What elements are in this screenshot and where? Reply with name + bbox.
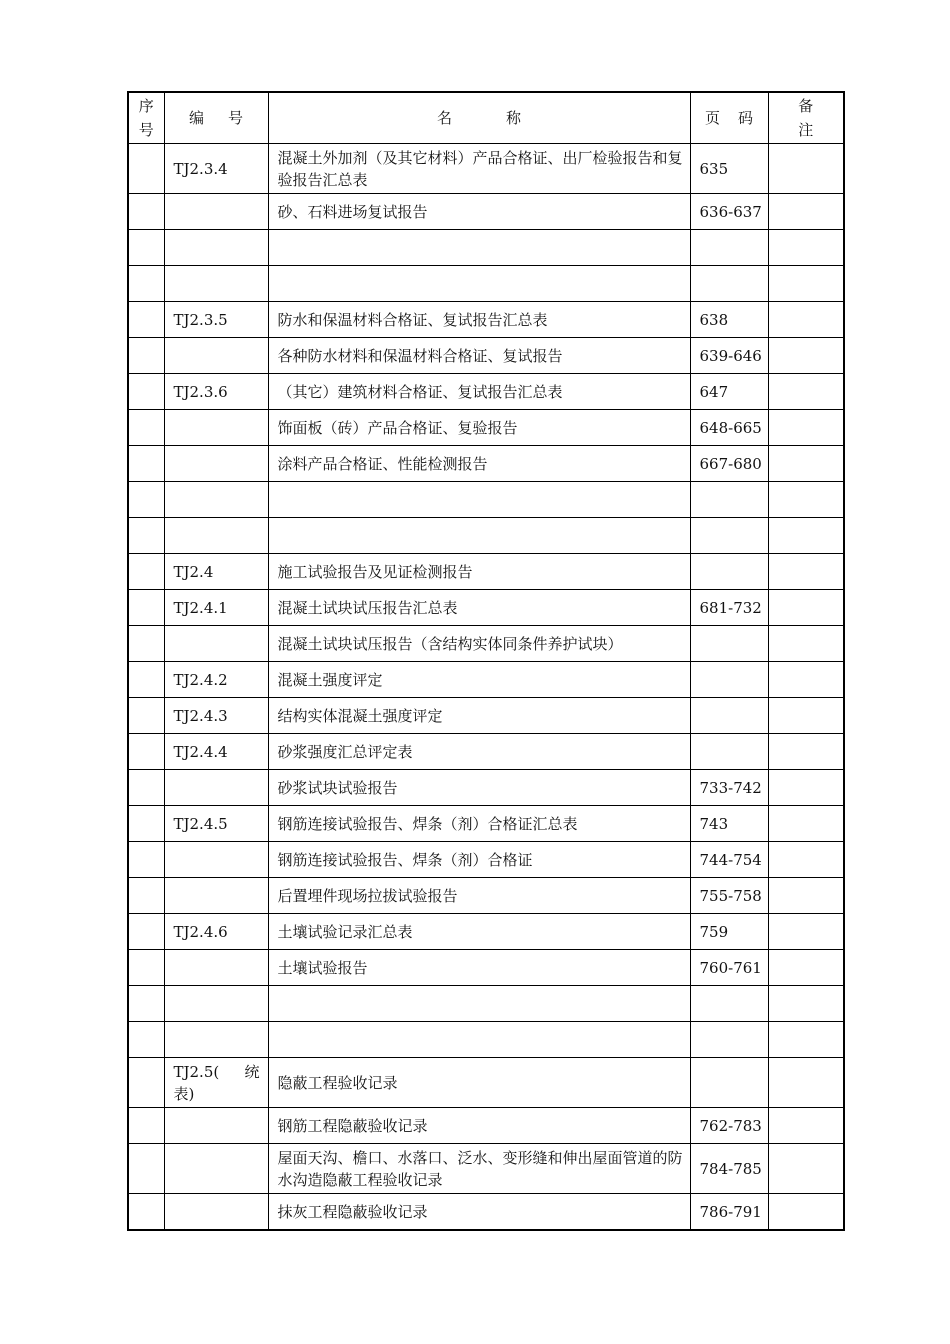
cell-seq: [128, 1058, 164, 1108]
cell-seq: [128, 1108, 164, 1144]
cell-code-text: TJ2.4.1: [173, 598, 228, 617]
cell-code: [164, 590, 268, 626]
cell-code-text: TJ2.4.5: [173, 814, 228, 833]
header-seq-line2: 号: [138, 121, 154, 139]
table-row: [128, 626, 844, 662]
cell-name-text: 混凝土强度评定: [277, 670, 383, 689]
cell-code: [164, 770, 268, 806]
table-body: [128, 144, 844, 1231]
cell-code: [164, 1144, 268, 1194]
cell-code: [164, 302, 268, 338]
cell-note: [768, 986, 844, 1022]
header-note-line2: 注: [798, 121, 814, 139]
cell-name: [268, 230, 690, 266]
cell-name-text: 土壤试验报告: [277, 958, 368, 977]
cell-name-text: 土壤试验记录汇总表: [277, 922, 413, 941]
cell-note: [768, 482, 844, 518]
table-row: [128, 1108, 844, 1144]
cell-page-text: 648-665: [699, 418, 762, 437]
cell-name: [268, 302, 690, 338]
header-seq: [128, 92, 164, 144]
cell-seq: [128, 266, 164, 302]
cell-name-text: 屋面天沟、檐口、水落口、泛水、变形缝和伸出屋面管道的防水沟造隐蔽工程验收记录: [277, 1148, 683, 1189]
cell-page-text: 744-754: [699, 850, 762, 869]
cell-code-text: TJ2.3.5: [173, 310, 228, 329]
cell-seq: [128, 1194, 164, 1231]
cell-seq: [128, 194, 164, 230]
cell-note: [768, 144, 844, 194]
cell-note: [768, 446, 844, 482]
header-name: 名称: [268, 92, 690, 144]
cell-code: [164, 338, 268, 374]
cell-page: [690, 950, 768, 986]
cell-note: [768, 338, 844, 374]
cell-page: [690, 770, 768, 806]
cell-page: [690, 518, 768, 554]
cell-page: [690, 374, 768, 410]
cell-name-text: 钢筋连接试验报告、焊条（剂）合格证汇总表: [277, 814, 578, 833]
cell-code: [164, 230, 268, 266]
cell-name: [268, 770, 690, 806]
cell-page: [690, 194, 768, 230]
cell-code-text: TJ2.4.6: [173, 922, 228, 941]
cell-seq: [128, 1144, 164, 1194]
cell-name-text: 施工试验报告及见证检测报告: [277, 562, 473, 581]
cell-page: [690, 1022, 768, 1058]
table-row: [128, 914, 844, 950]
cell-name: [268, 662, 690, 698]
table-row: [128, 986, 844, 1022]
cell-name-text: 防水和保温材料合格证、复试报告汇总表: [277, 310, 548, 329]
cell-code: [164, 950, 268, 986]
table-row: [128, 266, 844, 302]
cell-name-text: 混凝土试块试压报告汇总表: [277, 598, 458, 617]
cell-page: [690, 1144, 768, 1194]
table-row: [128, 842, 844, 878]
table-row: [128, 590, 844, 626]
cell-code: [164, 806, 268, 842]
cell-code: [164, 626, 268, 662]
cell-seq: [128, 410, 164, 446]
cell-page: [690, 986, 768, 1022]
cell-code-text: TJ2.3.4: [173, 159, 228, 178]
cell-seq: [128, 230, 164, 266]
cell-name-text: 砂浆试块试验报告: [277, 778, 398, 797]
cell-name: [268, 410, 690, 446]
cell-name: [268, 590, 690, 626]
cell-name: [268, 914, 690, 950]
cell-name-text: 钢筋连接试验报告、焊条（剂）合格证: [277, 850, 533, 869]
cell-name: [268, 698, 690, 734]
table-row: [128, 1144, 844, 1194]
cell-code: [164, 1194, 268, 1231]
cell-page-text: 759: [699, 922, 729, 941]
header-note-line1: 备: [798, 97, 814, 115]
header-page: 页码: [690, 92, 768, 144]
cell-name-text: 各种防水材料和保温材料合格证、复试报告: [277, 346, 563, 365]
cell-name: [268, 1108, 690, 1144]
cell-name: [268, 338, 690, 374]
cell-page: [690, 842, 768, 878]
cell-seq: [128, 518, 164, 554]
cell-seq: [128, 734, 164, 770]
table-row: [128, 518, 844, 554]
cell-note: [768, 302, 844, 338]
cell-code-text: TJ2.4.3: [173, 706, 228, 725]
header-note: [768, 92, 844, 144]
table-row: [128, 770, 844, 806]
cell-note: [768, 734, 844, 770]
cell-page-text: 667-680: [699, 454, 762, 473]
cell-page-text: 755-758: [699, 886, 762, 905]
table-row: [128, 482, 844, 518]
cell-note: [768, 1194, 844, 1231]
table-row: [128, 194, 844, 230]
cell-seq: [128, 590, 164, 626]
cell-page-text: 635: [699, 159, 729, 178]
cell-name-text: 混凝土外加剂（及其它材料）产品合格证、出厂检验报告和复验报告汇总表: [277, 148, 683, 189]
table-row: [128, 950, 844, 986]
cell-note: [768, 518, 844, 554]
cell-code-text: TJ2.4: [173, 562, 214, 581]
cell-code: [164, 698, 268, 734]
table-row: [128, 662, 844, 698]
cell-name: [268, 626, 690, 662]
cell-name: [268, 446, 690, 482]
cell-seq: [128, 842, 164, 878]
table-row: [128, 1194, 844, 1231]
cell-code: [164, 662, 268, 698]
cell-code: [164, 410, 268, 446]
cell-page: [690, 1058, 768, 1108]
cell-page: [690, 1108, 768, 1144]
cell-page: [690, 626, 768, 662]
cell-seq: [128, 482, 164, 518]
cell-page: [690, 446, 768, 482]
cell-code-text: TJ2.4.2: [173, 670, 228, 689]
cell-seq: [128, 554, 164, 590]
cell-name: [268, 144, 690, 194]
table-row: [128, 1058, 844, 1108]
cell-code: [164, 734, 268, 770]
cell-code: [164, 194, 268, 230]
cell-page-text: 760-761: [699, 958, 762, 977]
cell-name: [268, 554, 690, 590]
cell-name: [268, 374, 690, 410]
cell-note: [768, 1058, 844, 1108]
cell-note: [768, 698, 844, 734]
cell-name-text: 钢筋工程隐蔽验收记录: [277, 1116, 428, 1135]
table-row: [128, 338, 844, 374]
table-row: [128, 734, 844, 770]
cell-page: [690, 806, 768, 842]
cell-page: [690, 410, 768, 446]
header-seq-line1: 序: [138, 97, 154, 115]
cell-name: [268, 1058, 690, 1108]
table-row: [128, 1022, 844, 1058]
cell-page: [690, 144, 768, 194]
cell-note: [768, 1144, 844, 1194]
cell-page-text: 784-785: [699, 1159, 762, 1178]
cell-seq: [128, 986, 164, 1022]
cell-name-text: 结构实体混凝土强度评定: [277, 706, 443, 725]
table-row: [128, 230, 844, 266]
cell-name: [268, 950, 690, 986]
cell-name-text: 混凝土试块试压报告（含结构实体同条件养护试块）: [277, 634, 623, 653]
cell-note: [768, 554, 844, 590]
cell-page: [690, 266, 768, 302]
cell-page: [690, 338, 768, 374]
table-row: [128, 806, 844, 842]
cell-page: [690, 554, 768, 590]
cell-code: [164, 482, 268, 518]
cell-code: [164, 878, 268, 914]
cell-code: [164, 446, 268, 482]
table-row: [128, 302, 844, 338]
cell-note: [768, 914, 844, 950]
cell-name-text: 砂浆强度汇总评定表: [277, 742, 413, 761]
cell-name-text: 后置埋件现场拉拔试验报告: [277, 886, 458, 905]
cell-code: [164, 1108, 268, 1144]
cell-name-text: 砂、石料进场复试报告: [277, 202, 428, 221]
cell-note: [768, 590, 844, 626]
cell-seq: [128, 770, 164, 806]
cell-name: [268, 878, 690, 914]
cell-seq: [128, 626, 164, 662]
header-code: 编号: [164, 92, 268, 144]
cell-seq: [128, 698, 164, 734]
table-row: [128, 554, 844, 590]
cell-code-text: TJ2.5( 统表): [173, 1062, 260, 1103]
cell-note: [768, 842, 844, 878]
cell-page-text: 636-637: [699, 202, 762, 221]
cell-page: [690, 698, 768, 734]
cell-code-text: TJ2.3.6: [173, 382, 228, 401]
cell-name: [268, 1194, 690, 1231]
cell-seq: [128, 662, 164, 698]
cell-page-text: 647: [699, 382, 729, 401]
cell-name: [268, 1144, 690, 1194]
document-index-table: [127, 91, 845, 1231]
cell-note: [768, 662, 844, 698]
cell-seq: [128, 338, 164, 374]
cell-seq: [128, 302, 164, 338]
cell-code: [164, 554, 268, 590]
cell-seq: [128, 1022, 164, 1058]
cell-name: [268, 842, 690, 878]
cell-page-text: 786-791: [699, 1202, 762, 1221]
cell-seq: [128, 878, 164, 914]
cell-name-text: 抹灰工程隐蔽验收记录: [277, 1202, 428, 1221]
cell-code: [164, 1022, 268, 1058]
cell-code: [164, 1058, 268, 1108]
cell-page-text: 743: [699, 814, 729, 833]
cell-name: [268, 986, 690, 1022]
cell-code: [164, 266, 268, 302]
cell-name: [268, 266, 690, 302]
cell-note: [768, 806, 844, 842]
cell-name: [268, 806, 690, 842]
cell-name: [268, 518, 690, 554]
cell-note: [768, 266, 844, 302]
cell-name-text: 饰面板（砖）产品合格证、复验报告: [277, 418, 518, 437]
table-row: [128, 698, 844, 734]
table-header: [128, 92, 844, 144]
cell-page: [690, 230, 768, 266]
cell-code: [164, 914, 268, 950]
cell-name: [268, 482, 690, 518]
table-row: [128, 144, 844, 194]
cell-seq: [128, 446, 164, 482]
table-row: [128, 878, 844, 914]
cell-name: [268, 734, 690, 770]
cell-code-text: TJ2.4.4: [173, 742, 228, 761]
cell-page: [690, 734, 768, 770]
cell-page-text: 639-646: [699, 346, 762, 365]
cell-note: [768, 1022, 844, 1058]
cell-page: [690, 590, 768, 626]
cell-name-text: （其它）建筑材料合格证、复试报告汇总表: [277, 382, 563, 401]
cell-note: [768, 950, 844, 986]
cell-code: [164, 144, 268, 194]
cell-page: [690, 1194, 768, 1231]
cell-seq: [128, 914, 164, 950]
cell-page-text: 733-742: [699, 778, 762, 797]
cell-code: [164, 374, 268, 410]
cell-page-text: 638: [699, 310, 729, 329]
table-row: [128, 446, 844, 482]
cell-page: [690, 482, 768, 518]
cell-page: [690, 662, 768, 698]
cell-seq: [128, 144, 164, 194]
cell-page-text: 762-783: [699, 1116, 762, 1135]
cell-name-text: 涂料产品合格证、性能检测报告: [277, 454, 488, 473]
cell-code: [164, 986, 268, 1022]
cell-seq: [128, 950, 164, 986]
cell-note: [768, 410, 844, 446]
cell-code: [164, 518, 268, 554]
cell-seq: [128, 806, 164, 842]
table-row: [128, 374, 844, 410]
cell-page: [690, 878, 768, 914]
cell-note: [768, 374, 844, 410]
table-row: [128, 410, 844, 446]
cell-page-text: 681-732: [699, 598, 762, 617]
cell-seq: [128, 374, 164, 410]
cell-name: [268, 1022, 690, 1058]
cell-name-text: 隐蔽工程验收记录: [277, 1073, 398, 1092]
cell-note: [768, 878, 844, 914]
cell-page: [690, 914, 768, 950]
cell-note: [768, 626, 844, 662]
cell-note: [768, 194, 844, 230]
cell-note: [768, 1108, 844, 1144]
cell-page: [690, 302, 768, 338]
cell-note: [768, 230, 844, 266]
cell-note: [768, 770, 844, 806]
cell-name: [268, 194, 690, 230]
cell-code: [164, 842, 268, 878]
